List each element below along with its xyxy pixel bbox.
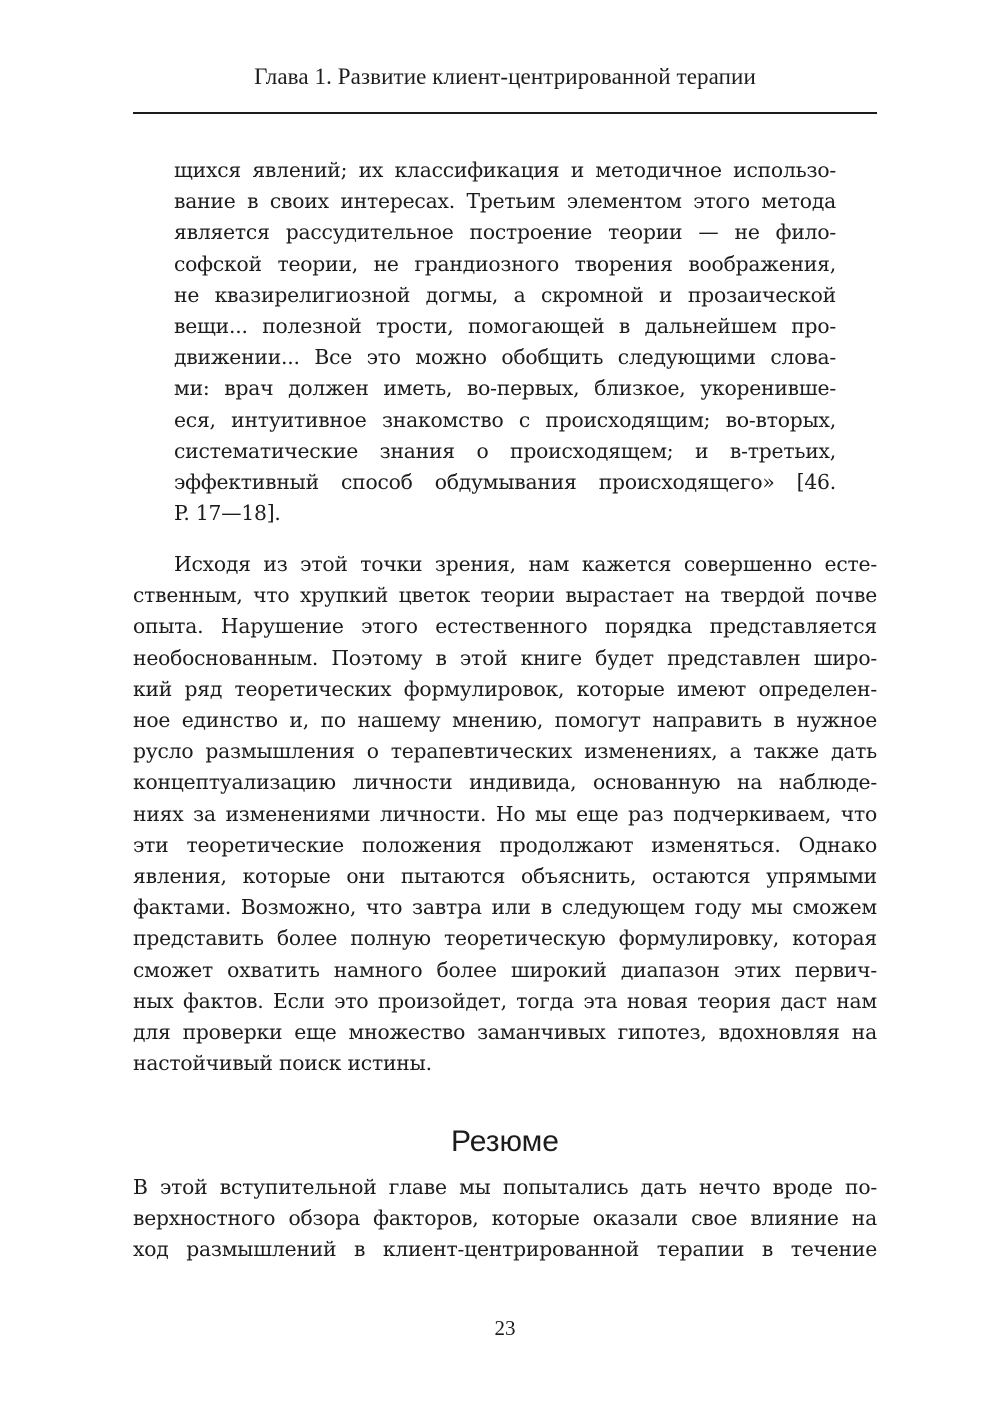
summary-line: верхностного обзора факторов, которые оказали свое влияние на xyxy=(133,1206,877,1231)
body-line: кий ряд теоретических формулировок, которые имеют определен- xyxy=(133,676,877,701)
summary-paragraph xyxy=(133,1172,877,1266)
header-rule xyxy=(133,112,877,114)
quote-line: вание в своих интересах. Третьим элементом этого метода xyxy=(174,189,836,214)
body-line: настойчивый поиск истины. xyxy=(133,1051,432,1076)
summary-line: В этой вступительной главе мы попытались дать нечто вроде по- xyxy=(133,1175,877,1199)
running-header: Глава 1. Развитие клиент-центрированной терапии xyxy=(254,64,756,89)
quote-line: движении... Все это можно обобщить следующими слова- xyxy=(174,345,836,370)
body-line: явления, которые они пытаются объяснить, остаются упрямыми xyxy=(133,864,877,889)
quote-block xyxy=(174,155,836,529)
page-number: 23 xyxy=(494,1316,516,1340)
body-line: концептуализацию личности индивида, основанную на наблюде- xyxy=(133,770,877,795)
body-line: ственным, что хрупкий цветок теории вырастает на твердой почве xyxy=(133,583,877,608)
body-line: для проверки еще множество заманчивых гипотез, вдохновляя на xyxy=(133,1020,877,1045)
quote-line: ми: врач должен иметь, во-первых, близкое, укоренивше- xyxy=(174,376,836,401)
body-paragraph xyxy=(133,549,877,1079)
body-line: необоснованным. Поэтому в этой книге будет представлен широ- xyxy=(133,645,877,670)
summary-line: ход размышлений в клиент-центрированной терапии в течение xyxy=(133,1237,877,1262)
body-line: русло размышления о терапевтических изменениях, а также дать xyxy=(133,739,877,764)
body-line: ниях за изменениями личности. Но мы еще раз подчеркиваем, что xyxy=(133,801,877,826)
body-line: представить более полную теоретическую формулировку, которая xyxy=(133,926,877,951)
body-line: Исходя из этой точки зрения, нам кажется совершенно есте- xyxy=(174,552,877,576)
quote-line: еся, интуитивное знакомство с происходящим; во-вторых, xyxy=(174,407,836,432)
body-line: ных фактов. Если это произойдет, тогда эта новая теория даст нам xyxy=(133,988,877,1013)
quote-line: не квазирелигиозной догмы, а скромной и прозаической xyxy=(174,282,836,307)
quote-line: софской теории, не грандиозного творения воображения, xyxy=(174,251,836,276)
quote-line: систематические знания о происходящем; и в-третьих, xyxy=(174,438,836,463)
quote-line: является рассудительное построение теории — не фило- xyxy=(174,220,836,245)
body-line: эти теоретические положения продолжают изменяться. Однако xyxy=(133,832,877,857)
section-heading: Резюме xyxy=(451,1125,559,1158)
quote-line: P. 17—18]. xyxy=(174,501,281,526)
body-line: фактами. Возможно, что завтра или в следующем году мы сможем xyxy=(133,895,877,920)
body-line: опыта. Нарушение этого естественного порядка представляется xyxy=(133,614,877,639)
body-line: ное единство и, по нашему мнению, помогут направить в нужное xyxy=(133,708,877,733)
quote-line: вещи... полезной трости, помогающей в дальнейшем про- xyxy=(174,314,836,339)
quote-line: щихся явлений; их классификация и методичное использо- xyxy=(174,158,836,182)
quote-line: эффективный способ обдумывания происходящего» [46. xyxy=(174,470,836,495)
body-line: сможет охватить намного более широкий диапазон этих первич- xyxy=(133,957,877,982)
